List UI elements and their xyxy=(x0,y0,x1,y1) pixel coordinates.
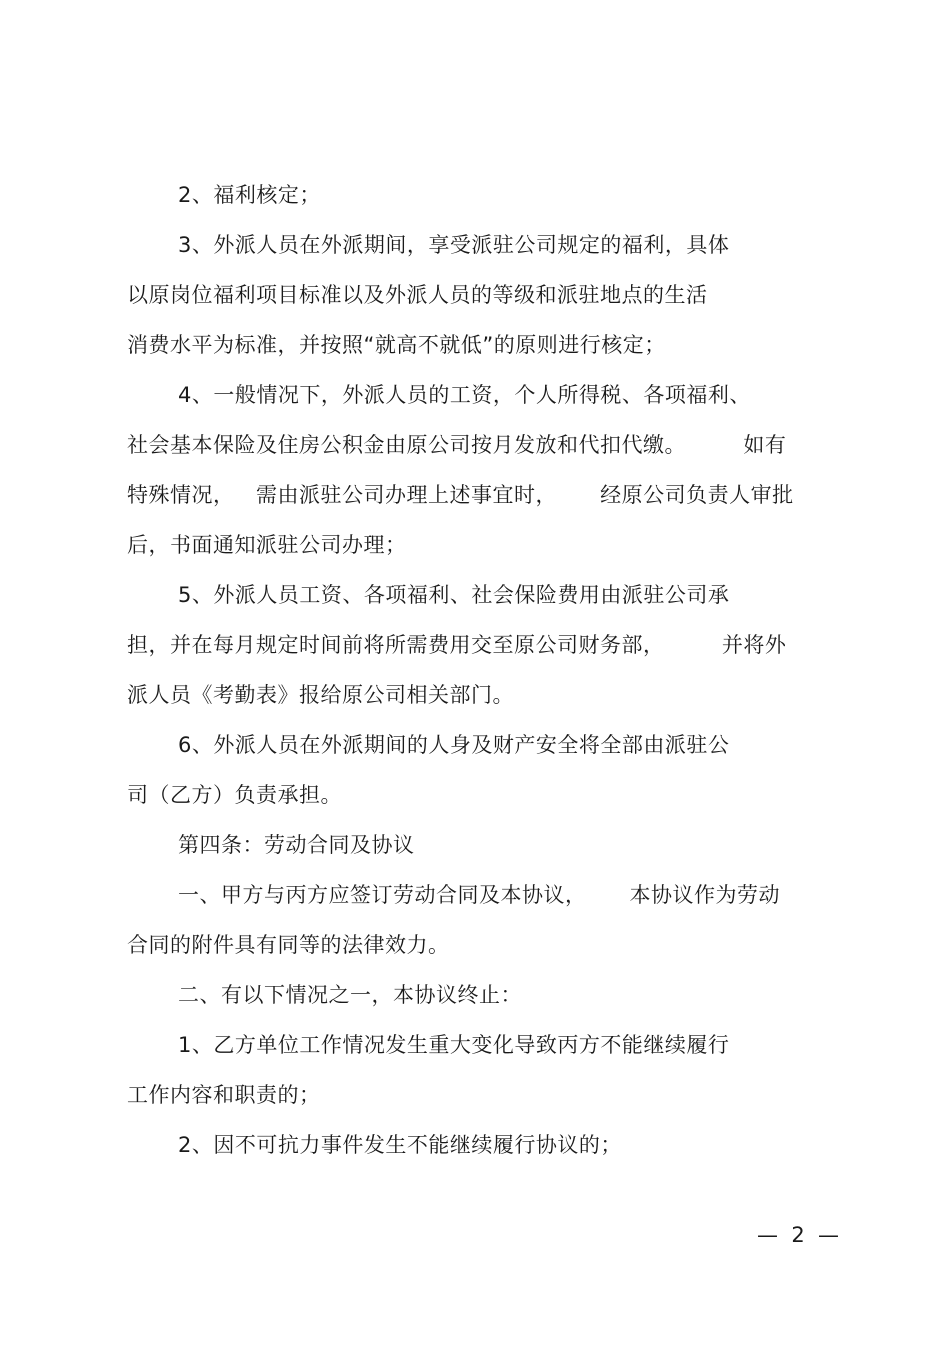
text-line: 二、有以下情况之一，本协议终止： xyxy=(178,983,522,1007)
text-line: 2、福利核定； xyxy=(178,183,321,207)
text-line: 5、外派人员工资、各项福利、社会保险费用由派驻公司承 xyxy=(178,583,730,607)
text-line: 派人员《考勤表》报给原公司相关部门。 xyxy=(127,683,514,707)
text-line: 2、因不可抗力事件发生不能继续履行协议的； xyxy=(178,1133,622,1157)
text-line: 担，并在每月规定时间前将所需费用交至原公司财务部， 并将外 xyxy=(127,633,787,657)
text-line: 后，书面通知派驻公司办理； xyxy=(127,533,407,557)
text-line: 以原岗位福利项目标准以及外派人员的等级和派驻地点的生活 xyxy=(127,283,708,307)
text-line: 消费水平为标准，并按照“就高不就低”的原则进行核定； xyxy=(127,333,666,357)
text-line: 一、甲方与丙方应签订劳动合同及本协议， 本协议作为劳动 xyxy=(178,883,781,907)
section-heading: 第四条：劳动合同及协议 xyxy=(178,833,415,857)
text-line: 6、外派人员在外派期间的人身及财产安全将全部由派驻公 xyxy=(178,733,730,757)
text-line: 特殊情况， 需由派驻公司办理上述事宜时， 经原公司负责人审批 xyxy=(127,483,794,507)
text-line: 社会基本保险及住房公积金由原公司按月发放和代扣代缴。 如有 xyxy=(127,433,787,457)
text-line: 4、一般情况下，外派人员的工资，个人所得税、各项福利、 xyxy=(178,383,751,407)
text-line: 司（乙方）负责承担。 xyxy=(127,783,342,807)
text-line: 合同的附件具有同等的法律效力。 xyxy=(127,933,450,957)
text-line: 工作内容和职责的； xyxy=(127,1083,321,1107)
page-number: — 2 — xyxy=(757,1223,840,1247)
text-line: 1、乙方单位工作情况发生重大变化导致丙方不能继续履行 xyxy=(178,1033,730,1057)
text-line: 3、外派人员在外派期间，享受派驻公司规定的福利，具体 xyxy=(178,233,730,257)
